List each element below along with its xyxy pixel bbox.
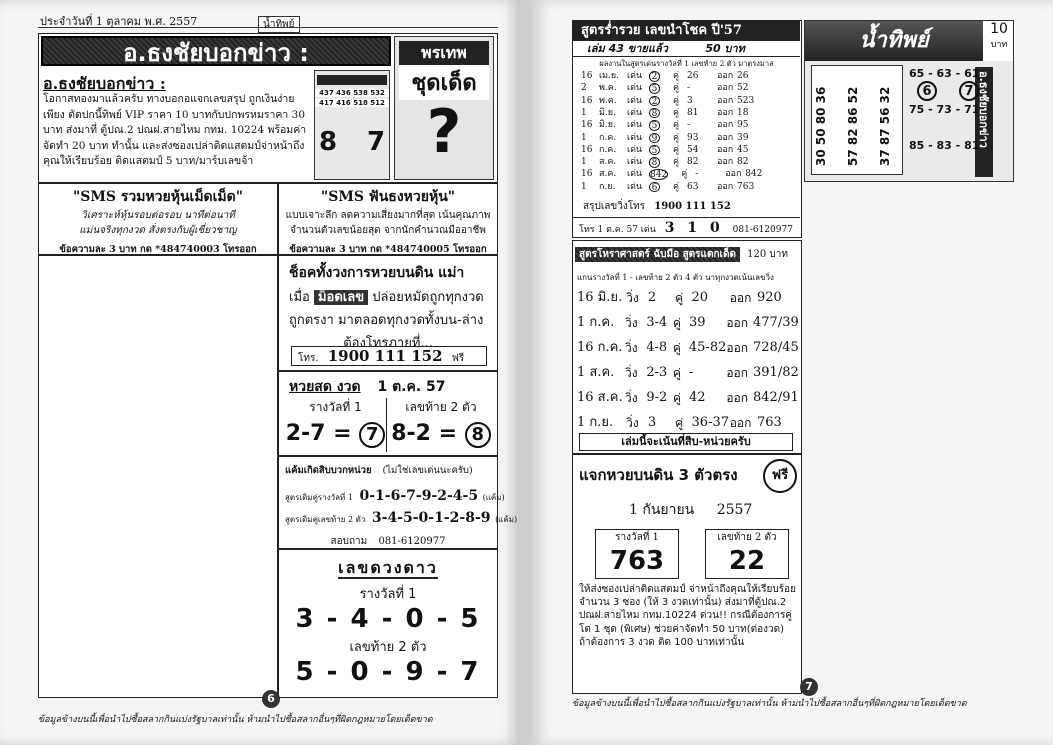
summary-phone: 1900 111 152 xyxy=(654,201,731,212)
ad-phone-label: โทร. xyxy=(298,353,319,364)
history-cell: ก.ค. xyxy=(599,144,617,155)
sms1-price: ข้อความละ 3 บาท กด *484740003 โทรออก xyxy=(59,244,257,255)
hora-cell: คู่ xyxy=(673,316,682,330)
history-cell: เด่น xyxy=(627,83,643,94)
right-page xyxy=(532,0,1053,745)
ld-row-1 xyxy=(285,488,505,504)
ld-block xyxy=(278,456,518,549)
mag2-title: พรเทพ xyxy=(399,41,489,66)
hora-cell: 20 xyxy=(691,290,709,305)
history-cell: ออก xyxy=(717,83,734,94)
blank-panel xyxy=(38,255,278,698)
hs-title xyxy=(289,376,446,398)
history-cell: 52 xyxy=(737,83,749,94)
history-cell: 82 xyxy=(737,157,749,168)
formula-price: 50 บาท xyxy=(705,42,745,55)
hora-cell: คู่ xyxy=(673,366,682,380)
ld-row-2-value: 3-4-5-0-1-2-8-9 xyxy=(371,510,491,526)
ld-row-1-suffix: (แค้ม) xyxy=(482,493,505,502)
history-cell-circled: 8 xyxy=(649,157,660,168)
history-cell: 1 xyxy=(581,107,587,118)
history-cell: 93 xyxy=(687,132,699,143)
history-cell: 54 xyxy=(687,144,699,155)
history-cell: 1 xyxy=(581,181,587,192)
history-cell: เด่น xyxy=(627,169,643,180)
history-cell: 1 xyxy=(581,157,587,168)
mini-cover-big-1: 8 xyxy=(319,127,338,157)
hora-cell: คู่ xyxy=(672,341,681,355)
history-cell: 523 xyxy=(737,95,755,106)
history-cell: คู่ xyxy=(673,157,680,168)
hora-cell: 36-37 xyxy=(691,415,730,430)
mini-cover xyxy=(314,70,390,180)
brand-mark: น้ำทิพย์ xyxy=(258,16,300,33)
history-cell: คู่ xyxy=(673,144,680,155)
history-cell: 18 xyxy=(737,107,749,118)
history-row xyxy=(581,108,797,119)
hs-value-1-circle: 7 xyxy=(359,422,385,448)
ld-row-1-label: สูตรเดิมคู่รางวัลที่ 1 xyxy=(285,493,353,502)
cover-image xyxy=(804,20,1014,182)
hora-cell: 391/82 xyxy=(753,365,799,380)
hora-cell: วิ่ง xyxy=(625,391,638,405)
hora-cell: 763 xyxy=(756,415,782,430)
history-cell: 81 xyxy=(687,107,699,118)
free-label-2: เลขท้าย 2 ตัว xyxy=(717,532,777,543)
formula-title: สูตรร่ำรวย เลขนำโชค ปี'57 xyxy=(573,21,800,41)
dao-value-1: 3 - 4 - 0 - 5 xyxy=(295,604,481,634)
hora-cell: 4-8 xyxy=(646,340,668,355)
history-row xyxy=(581,145,797,156)
hora-cell: 920 xyxy=(756,290,782,305)
free-value-2: 22 xyxy=(728,546,766,576)
free-block xyxy=(572,454,802,694)
history-cell: ออก xyxy=(717,157,734,168)
sms1-sub1: วิเคราะห์หุ้นรอบต่อรอบ นาทีต่อนาที xyxy=(81,210,235,221)
dao-value-2: 5 - 0 - 9 - 7 xyxy=(295,657,481,687)
history-cell-circled: 9 xyxy=(649,133,660,144)
call-v3: 0 xyxy=(710,220,720,236)
history-cell: 63 xyxy=(687,181,699,192)
history-cell: ออก xyxy=(725,169,742,180)
ld-note: (ไม่ใช่เลขเด่นนะครับ) xyxy=(382,465,473,476)
history-cell: ออก xyxy=(717,120,734,131)
hora-cell: 1 ส.ค. xyxy=(577,365,615,380)
hora-cell: 3 xyxy=(647,415,657,430)
history-cell: - xyxy=(695,169,699,180)
hora-note: แกนรางวัลที่ 1 - เลขท้าย 2 ตัว 4 ตัว นาทุกงวดเน้นเลขวิ่ง xyxy=(577,273,774,282)
hora-cell: วิ่ง xyxy=(626,416,639,430)
history-cell: คู่ xyxy=(673,95,680,106)
ld-row-1-value: 0-1-6-7-9-2-4-5 xyxy=(359,488,479,504)
sms1-title: "SMS รวมหวยหุ้นเม็ดเม็ด" xyxy=(72,189,244,205)
hora-cell: ออก xyxy=(729,416,752,430)
sms2-price: ข้อความละ 3 บาท กด *484740005 โทรออก xyxy=(289,244,487,255)
page-number-right: 7 xyxy=(800,678,818,696)
history-cell: 26 xyxy=(687,71,699,81)
history-cell: 26 xyxy=(737,71,749,81)
history-cell: คู่ xyxy=(673,132,680,143)
history-cell: 45 xyxy=(737,144,749,155)
history-cell-circled: 5 xyxy=(649,145,660,156)
hs-box-2 xyxy=(389,398,493,452)
history-row xyxy=(581,169,797,180)
history-cell: 16 xyxy=(581,169,593,180)
mag2-sub: ชุดเด็ด xyxy=(399,65,489,100)
hora-cell: 842/91 xyxy=(753,390,799,405)
cover-col2-2: 57 82 86 52 xyxy=(846,86,860,166)
column-block xyxy=(38,33,498,183)
hora-cell: วิ่ง xyxy=(625,366,638,380)
banner: อ.ธงชัยบอกข่าว : xyxy=(41,36,391,66)
free-text: ให้ส่งซองเปล่าติดแสตมป์ จ่าหน้าถึงคุณให้เรียบร้อย จำนวน 3 ซอง (ให้ 3 งวดเท่านั้น) ส่งมาที่ตู้ปณ.2 ปณฝ.สายไหม กทม.10224 ด่วน!! กรณีต้องการคู่โต 1 ชุด (พิเศษ) ช่วยค่าจัดทำ 50 บาท(ต่องวด) ถ้าต้องการ 3 งวด ติด 100 บาทเท่านั้น xyxy=(579,584,796,648)
sms2-title: "SMS ฟันธงหวยหุ้น" xyxy=(320,189,456,205)
sms-block-1 xyxy=(38,183,278,255)
ad-highlight: ม็อดเลข xyxy=(314,290,368,305)
history-cell: - xyxy=(687,83,691,94)
page-number-left: 6 xyxy=(262,690,280,708)
history-cell: คู่ xyxy=(673,181,680,192)
ad-line4: ต้องโทรภายที่... xyxy=(343,336,433,351)
history-cell: คู่ xyxy=(673,107,680,118)
left-page xyxy=(0,0,520,745)
hs-date: 1 ต.ค. 57 xyxy=(377,379,446,395)
history-cell: เด่น xyxy=(627,132,643,143)
formula-block xyxy=(572,20,802,238)
hora-cell: ออก xyxy=(726,366,749,380)
call-row xyxy=(573,217,800,237)
hora-cell: ออก xyxy=(729,291,752,305)
mag2-cover xyxy=(394,36,494,180)
history-cell: 16 xyxy=(581,120,593,131)
history-cell: พ.ค. xyxy=(599,83,617,94)
history-cell: เด่น xyxy=(627,181,643,192)
mini-cover-number-2: 417 416 518 512 xyxy=(315,99,389,107)
ad-line1: ช็อคทั้งวงการหวยบนดิน แม่า xyxy=(289,265,465,281)
hot-lottery-block xyxy=(278,371,498,456)
hora-title: สูตรโหราศาสตร์ ฉับมือ สูตรแตกเด็ด xyxy=(575,247,740,262)
history-cell: เด่น xyxy=(627,71,643,81)
mini-cover-big-2: 7 xyxy=(367,127,386,157)
hora-cell: 16 ก.ค. xyxy=(577,340,623,355)
history-row xyxy=(581,157,797,168)
history-cell: คู่ xyxy=(673,120,680,131)
cover-grid xyxy=(811,65,903,175)
hora-cell: คู่ xyxy=(673,391,682,405)
hora-block xyxy=(572,240,802,454)
formula-note: ผลงานในสูตรเด่นรางวัลที่ 1 เลขท้าย 2 ตัว มาตรงมาส xyxy=(599,59,774,68)
history-cell: ออก xyxy=(717,144,734,155)
hora-cell: ออก xyxy=(726,316,749,330)
history-cell: 16 xyxy=(581,144,593,155)
history-cell: ออก xyxy=(717,181,734,192)
history-cell: เม.ย. xyxy=(599,71,620,81)
dao-title-wrap xyxy=(279,556,497,581)
history-cell: 95 xyxy=(737,120,749,131)
free-box-1 xyxy=(595,529,679,579)
hs-value-2-text: 8-2 = xyxy=(391,421,458,446)
history-cell: ออก xyxy=(717,107,734,118)
ld-contact-label: สอบถาม xyxy=(330,536,368,547)
ld-row-2-suffix: (แค้ม) xyxy=(495,515,518,524)
formula-summary xyxy=(583,199,731,214)
cover-col-2: 75 - 73 - 71 xyxy=(909,103,980,116)
cover-circle-2: 7 xyxy=(959,81,979,101)
history-cell: เด่น xyxy=(627,144,643,155)
history-cell: มิ.ย. xyxy=(599,107,616,118)
ad-line3: ถูกตรงา มาตลอดทุกงวดทั้งบน-ล่าง xyxy=(289,313,484,328)
history-cell-circled: 2 xyxy=(649,71,660,82)
hs-value-1 xyxy=(285,421,386,448)
history-cell: เด่น xyxy=(627,107,643,118)
hora-cell: 1 ก.ค. xyxy=(577,315,615,330)
cover-col2-3: 37 87 56 32 xyxy=(878,86,892,166)
sms-block-2 xyxy=(278,183,498,255)
ad-line2-post: ปล่อยหมัดถูกทุกงวด xyxy=(372,290,484,305)
free-label-1: รางวัลที่ 1 xyxy=(615,532,659,543)
history-cell: 82 xyxy=(687,157,699,168)
mini-cover-number-1: 437 436 538 532 xyxy=(315,89,389,97)
formula-issue-bar xyxy=(573,41,800,57)
ad-line2 xyxy=(289,286,497,307)
ld-row-2 xyxy=(285,510,518,526)
cover-price-num: 10 xyxy=(990,21,1008,37)
column-text: โอกาสทองมาแล้วครับ ทางบอกอแจกเลขสรุป ถูกเงินง่ายเพียง ตัดปกนี้ทิพย์ VIP ราคา 10 บาทกับปกพรหมราคา 30 บาท ส่งมาที่ ตู้ปณ.2 ปณฝ.สายไหม กทม. 10224 พร้อมค่าจัดทำ 20 บาท ทำนั้น และส่งซองเปล่าติดแสตมป์จ่าหน้าถึงคุณให้เรียบร้อย ติดแสตมป์ 5 บาท/มาร์บเลขจ้า xyxy=(43,93,307,167)
history-cell: คู่ xyxy=(673,83,680,94)
sms1-sub2: แม่นจริงทุกงวด สั่งตรงกับผู้เชี่ยวชาญ xyxy=(79,225,237,236)
dao-block xyxy=(278,549,498,698)
hs-box-1 xyxy=(285,398,387,452)
cover-col-3: 85 - 83 - 81 xyxy=(909,139,980,152)
hora-cell: 16 ส.ค. xyxy=(577,390,623,405)
hora-header xyxy=(575,245,799,265)
history-cell: ส.ค. xyxy=(599,157,617,168)
hora-cell: 728/45 xyxy=(753,340,799,355)
ld-row-2-label: สูตรเดิมคู่เลขท้าย 2 ตัว xyxy=(285,515,366,524)
hora-cell: วิ่ง xyxy=(625,316,638,330)
hora-cell: 39 xyxy=(689,315,706,330)
history-cell: ก.ย. xyxy=(599,181,616,192)
history-cell-circled: 6 xyxy=(649,182,660,193)
history-cell: ออก xyxy=(717,71,734,81)
history-row xyxy=(581,83,797,94)
history-cell: 16 xyxy=(581,71,593,81)
ld-header xyxy=(285,463,497,478)
ad-block xyxy=(278,255,498,371)
cover-col2-1: 30 50 80 36 xyxy=(814,86,828,166)
history-cell-circled: 2 xyxy=(649,96,660,107)
call-label: โทร 1 ต.ค. 57 เด่น xyxy=(579,225,656,235)
history-row xyxy=(581,96,797,107)
hs-value-2-circle: 8 xyxy=(465,422,491,448)
history-cell: คู่ xyxy=(681,169,688,180)
mag2-mark: ? xyxy=(426,97,462,167)
history-cell: 842 xyxy=(745,169,763,180)
hora-cell: คู่ xyxy=(675,291,684,305)
history-cell: 3 xyxy=(687,95,693,106)
hora-cell: 9-2 xyxy=(646,390,668,405)
history-cell: 1 xyxy=(581,132,587,143)
history-cell: เด่น xyxy=(627,157,643,168)
history-row xyxy=(581,133,797,144)
hora-cell: คู่ xyxy=(675,416,684,430)
history-cell: ออก xyxy=(717,132,734,143)
history-cell-circled: 5 xyxy=(649,120,660,131)
hora-cell: - xyxy=(689,365,694,380)
hora-cell: 3-4 xyxy=(646,315,668,330)
hora-row xyxy=(577,335,797,361)
hora-cell: วิ่ง xyxy=(626,291,639,305)
dao-label-2: เลขท้าย 2 ตัว xyxy=(349,640,427,655)
history-cell-circled: 5 xyxy=(649,83,660,94)
cover-price xyxy=(983,21,1014,61)
cover-tag: อ.ธงชัยบอกข่าว xyxy=(975,67,993,177)
hora-cell: 42 xyxy=(689,390,706,405)
ad-free: ฟรี xyxy=(451,353,465,364)
history-cell: เด่น xyxy=(627,120,643,131)
hora-cell: วิ่ง xyxy=(624,341,638,355)
history-row xyxy=(581,120,797,131)
history-row xyxy=(581,182,797,193)
free-date-day: 1 กันยายน xyxy=(629,502,695,518)
hs-label-2: เลขท้าย 2 ตัว xyxy=(405,400,477,414)
hs-label-1: รางวัลที่ 1 xyxy=(309,400,362,414)
cover-circle-1: 6 xyxy=(917,81,937,101)
hora-cell: 1 ก.ย. xyxy=(577,415,614,430)
ld-title: แค้มเกิดสิบบวกหน่วย xyxy=(285,465,372,476)
free-value-1: 763 xyxy=(609,546,665,576)
hora-cell: 45-82 xyxy=(688,340,727,355)
hora-cell: 477/39 xyxy=(753,315,799,330)
column-heading: อ.ธงชัยบอกข่าว : xyxy=(43,74,166,93)
hora-row xyxy=(577,310,797,336)
sms2-sub2: จำนวนตัวเลขน้อยสุด จากนักคำนวณมืออาชีพ xyxy=(290,225,486,236)
free-box-2 xyxy=(705,529,789,579)
hora-cell: 2 xyxy=(647,290,657,305)
hs-title-text: หวยสด งวด xyxy=(289,379,361,395)
hora-row xyxy=(577,385,797,411)
ld-contact xyxy=(279,534,497,549)
history-cell: 39 xyxy=(737,132,749,143)
cover-brand: น้ำทิพย์ xyxy=(805,21,983,61)
history-cell: 763 xyxy=(737,181,755,192)
ad-phone: 1900 111 152 xyxy=(327,347,443,365)
dao-label-1: รางวัลที่ 1 xyxy=(359,587,417,602)
history-row xyxy=(581,71,797,82)
call-phone: 081-6120977 xyxy=(732,225,793,235)
history-cell: พ.ค. xyxy=(599,95,617,106)
header-date: ประจำวันที่ 1 ตุลาคม พ.ศ. 2557 xyxy=(40,15,198,28)
header-rule xyxy=(38,27,498,28)
free-date-year: 2557 xyxy=(716,502,753,518)
ad-line2-pre: เมื่อ xyxy=(289,290,310,305)
history-cell-circled: 842 xyxy=(650,170,668,181)
call-v1: 3 xyxy=(664,220,675,236)
history-cell: เด่น xyxy=(627,95,643,106)
history-cell: 16 xyxy=(581,95,593,106)
footer-left: ข้อมูลข้างบนนี้เพื่อนำไปซื้อสลากกินแบ่งรัฐบาลเท่านั้น ห้ามนำไปซื้อสลากอื่นๆที่ผิดกฎหมายโดยเด็ดขาด xyxy=(38,715,433,725)
hs-value-1-text: 2-7 = xyxy=(285,421,352,446)
sms2-sub1: แบบเจาะลึก ลดความเสี่ยงมากที่สุด เน้นคุณภาพ xyxy=(285,210,491,221)
footer-right: ข้อมูลข้างบนนี้เพื่อนำไปซื้อสลากกินแบ่งรัฐบาลเท่านั้น ห้ามนำไปซื้อสลากอื่นๆที่ผิดกฎหมายโดยเด็ดขาด xyxy=(572,699,967,709)
call-v2: 1 xyxy=(687,220,698,236)
free-badge: ฟรี xyxy=(763,459,797,493)
mini-cover-band xyxy=(317,75,387,85)
cover-tag-bar xyxy=(907,65,1011,179)
hora-cell: ออก xyxy=(726,341,749,355)
ad-phone-box xyxy=(291,346,487,366)
hora-cell: 16 มิ.ย. xyxy=(577,290,623,305)
summary-label: สรุปเลขวิ่งโทร xyxy=(583,201,646,212)
history-cell-circled: 8 xyxy=(649,108,660,119)
hora-cell: 2-3 xyxy=(646,365,668,380)
history-cell: 2 xyxy=(581,83,587,94)
hora-cell: ออก xyxy=(726,391,749,405)
history-cell: ก.ค. xyxy=(599,132,617,143)
history-cell: ส.ค. xyxy=(599,169,617,180)
hs-value-2 xyxy=(389,421,493,448)
history-cell: - xyxy=(687,120,691,131)
hora-price: 120 บาท xyxy=(747,249,788,260)
hora-footer: เล่มนี้จะเน้นที่สิบ-หน่วยครับ xyxy=(579,433,793,451)
hora-row xyxy=(577,285,797,311)
cover-price-unit: บาท xyxy=(990,40,1008,50)
history-cell: มิ.ย. xyxy=(599,120,616,131)
free-date xyxy=(629,499,752,521)
history-cell: ออก xyxy=(717,95,734,106)
free-title: แจกหวยบนดิน 3 ตัวตรง xyxy=(579,466,738,484)
dao-title: เลขดวงดาว xyxy=(338,558,438,577)
ld-contact-phone: 081-6120977 xyxy=(378,536,446,547)
history-cell: คู่ xyxy=(673,71,680,81)
formula-issue: เล่ม 43 ขายแล้ว xyxy=(587,42,668,55)
cover-col-1: 65 - 63 - 61 xyxy=(909,67,980,80)
hora-row xyxy=(577,360,797,386)
